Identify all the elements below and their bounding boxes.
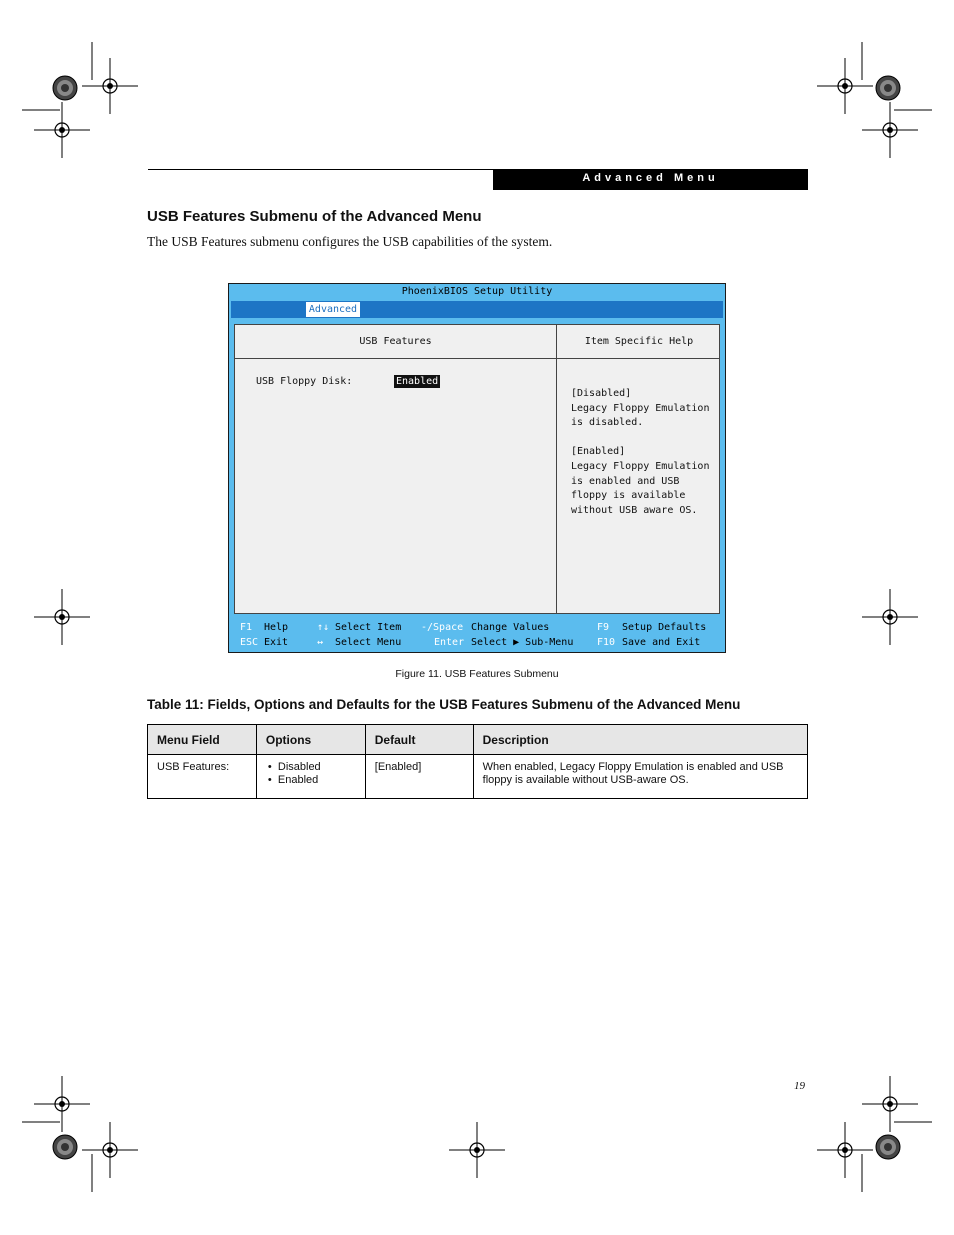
enter-key: Enter bbox=[434, 637, 465, 648]
col-header-menu-field: Menu Field bbox=[148, 725, 257, 755]
usb-floppy-label: USB Floppy Disk: bbox=[256, 376, 353, 387]
esc-key: ESC bbox=[240, 637, 259, 648]
registration-cross-icon bbox=[34, 1076, 90, 1132]
f1-action: Help bbox=[264, 622, 289, 633]
f10-key: F10 bbox=[597, 637, 616, 648]
bios-screenshot bbox=[228, 283, 726, 653]
header-section-label: Advanced Menu bbox=[493, 169, 808, 190]
bios-title: PhoenixBIOS Setup Utility bbox=[401, 286, 553, 297]
space-key: -/Space bbox=[421, 622, 464, 633]
registration-star-icon bbox=[876, 76, 900, 100]
f1-key: F1 bbox=[240, 622, 253, 633]
cell-default: [Enabled] bbox=[365, 755, 473, 799]
registration-cross-icon bbox=[82, 1122, 138, 1178]
registration-cross-icon bbox=[82, 58, 138, 114]
registration-cross-icon bbox=[34, 589, 90, 645]
enter-action: Select ▶ Sub-Menu bbox=[471, 637, 574, 648]
registration-cross-icon bbox=[817, 1122, 873, 1178]
col-header-options: Options bbox=[256, 725, 365, 755]
bios-menu-bar bbox=[231, 301, 723, 318]
col-header-default: Default bbox=[365, 725, 473, 755]
help-title: Item Specific Help bbox=[584, 336, 694, 347]
f9-action: Setup Defaults bbox=[622, 622, 707, 633]
registration-cross-icon bbox=[862, 589, 918, 645]
esc-action: Exit bbox=[264, 637, 289, 648]
panel-header-divider bbox=[235, 358, 719, 359]
bios-main-panel bbox=[234, 324, 720, 614]
section-title: USB Features Submenu of the Advanced Menu bbox=[147, 208, 482, 225]
registration-cross-icon bbox=[862, 1076, 918, 1132]
figure-caption: Figure 11. USB Features Submenu bbox=[395, 668, 559, 680]
page-number: 19 bbox=[794, 1080, 805, 1092]
cell-description: When enabled, Legacy Floppy Emulation is enabled and USB floppy is available without USB-aware OS. bbox=[473, 755, 807, 799]
table-title: Table 11: Fields, Options and Defaults for the USB Features Submenu of the Advanced Menu bbox=[147, 697, 741, 712]
options-table bbox=[147, 724, 808, 799]
table-row bbox=[148, 755, 808, 799]
usb-floppy-value[interactable]: Enabled bbox=[396, 376, 439, 387]
leftright-action: Select Menu bbox=[335, 637, 402, 648]
item-help-text: [Disabled] Legacy Floppy Emulation is disabled. [Enabled] Legacy Floppy Emulation is enabled and USB floppy is available without USB aware OS. bbox=[571, 388, 710, 516]
intro-paragraph: The USB Features submenu configures the USB capabilities of the system. bbox=[147, 234, 553, 249]
cell-menu-field: USB Features: bbox=[148, 755, 257, 799]
space-action: Change Values bbox=[471, 622, 550, 633]
bios-tab-advanced[interactable]: Advanced bbox=[306, 302, 360, 317]
f9-key: F9 bbox=[597, 622, 610, 633]
table-header-row bbox=[148, 725, 808, 755]
cell-options bbox=[256, 755, 365, 799]
col-header-description: Description bbox=[473, 725, 807, 755]
option-item: • Enabled bbox=[278, 774, 356, 787]
bios-key-legend bbox=[231, 619, 723, 651]
updown-arrow-icon: ↑↓ bbox=[317, 622, 330, 633]
registration-star-icon bbox=[876, 1135, 900, 1159]
registration-star-icon bbox=[53, 1135, 77, 1159]
f10-action: Save and Exit bbox=[622, 637, 701, 648]
option-item: • Disabled bbox=[278, 761, 356, 774]
registration-cross-icon bbox=[817, 58, 873, 114]
registration-cross-icon bbox=[449, 1122, 505, 1178]
panel-divider bbox=[556, 325, 557, 613]
updown-action: Select Item bbox=[335, 622, 402, 633]
leftright-arrow-icon: ↔ bbox=[317, 637, 324, 648]
panel-title: USB Features bbox=[359, 336, 432, 347]
registration-star-icon bbox=[53, 76, 77, 100]
